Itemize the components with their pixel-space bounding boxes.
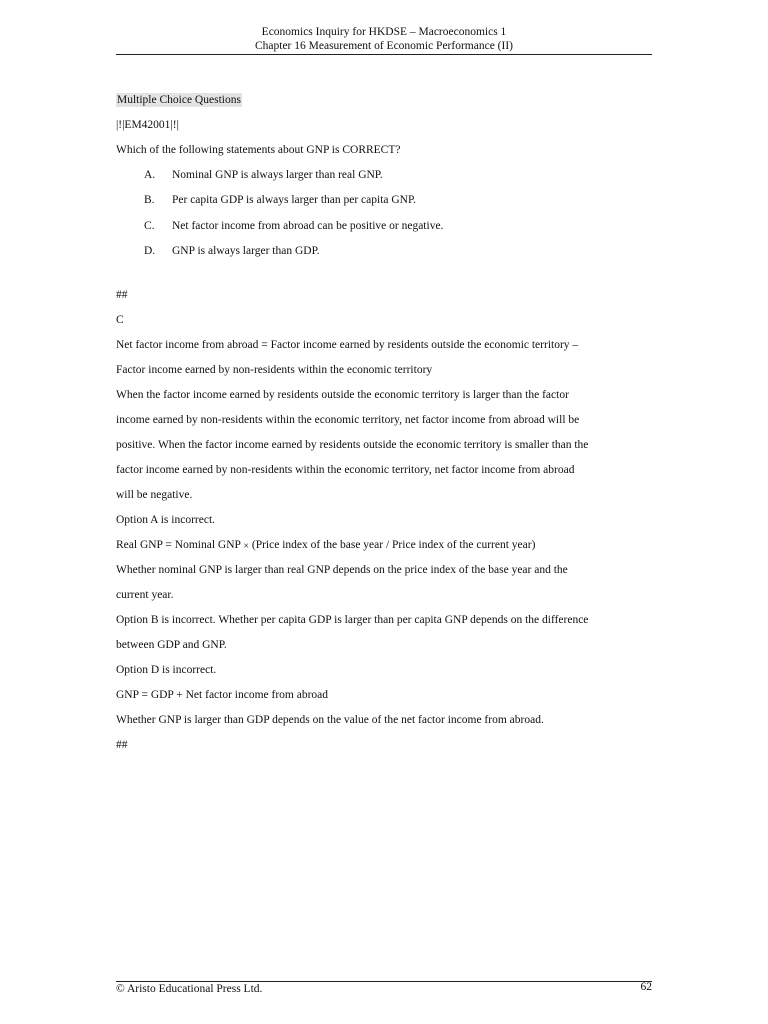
answer-key: C	[116, 314, 124, 327]
question-text: Which of the following statements about GNP is CORRECT?	[116, 144, 401, 156]
section-title	[116, 88, 652, 113]
formula-right: (Price index of the base year / Price index of the current year)	[251, 539, 536, 552]
option-c	[116, 214, 652, 239]
options-list	[116, 163, 652, 264]
option-letter: D.	[144, 244, 156, 257]
option-letter: C.	[144, 219, 155, 232]
page-content	[116, 88, 652, 758]
page-header	[116, 25, 652, 53]
footer-divider	[116, 981, 652, 982]
header-book-title: Economics Inquiry for HKDSE – Macroeconomics 1	[261, 26, 507, 38]
explanation-line: Whether GNP is larger than GDP depends on the value of the net factor income from abroad.	[116, 714, 544, 727]
footer-publisher: © Aristo Educational Press Ltd.	[116, 983, 263, 995]
explanation-line: Option A is incorrect.	[116, 514, 216, 527]
question-id: |!|EM42001|!|	[116, 119, 179, 131]
option-letter: A.	[144, 169, 156, 181]
explanation-line: Factor income earned by non-residents within the economic territory	[116, 364, 433, 377]
explanation-line: factor income earned by non-residents within the economic territory, net factor income from abroad	[116, 464, 575, 477]
explanation-line: Option D is incorrect.	[116, 664, 217, 677]
answer-separator-end: ##	[116, 739, 128, 752]
explanation-line: Option B is incorrect. Whether per capita GDP is larger than per capita GNP depends on the difference	[116, 614, 589, 627]
option-text: Nominal GNP is always larger than real GNP.	[172, 169, 383, 181]
explanation-line: will be negative.	[116, 489, 193, 502]
header-divider	[116, 54, 652, 55]
option-text: Per capita GDP is always larger than per capita GNP.	[172, 194, 416, 207]
page-number: 62	[640, 981, 652, 993]
formula-left: Real GNP = Nominal GNP	[116, 539, 241, 552]
spacer	[116, 264, 652, 283]
header-chapter-title: Chapter 16 Measurement of Economic Performance (II)	[254, 40, 513, 52]
option-letter: B.	[144, 194, 155, 207]
option-text: Net factor income from abroad can be positive or negative.	[172, 219, 444, 232]
explanation-line: Net factor income from abroad = Factor income earned by residents outside the economic territory –	[116, 339, 579, 352]
multiply-sign: ×	[243, 541, 249, 553]
explanation-line: GNP = GDP + Net factor income from abroad	[116, 689, 329, 702]
answer-separator-start: ##	[116, 289, 128, 302]
option-a	[116, 163, 652, 188]
option-b	[116, 188, 652, 213]
option-text: GNP is always larger than GDP.	[172, 244, 320, 257]
explanation-line: Whether nominal GNP is larger than real GNP depends on the price index of the base year and the	[116, 564, 568, 577]
explanation-line: income earned by non-residents within the economic territory, net factor income from abroad will be	[116, 414, 580, 427]
explanation-line: current year.	[116, 589, 174, 602]
explanation-line: positive. When the factor income earned by residents outside the economic territory is smaller than the	[116, 439, 589, 452]
section-title-text: Multiple Choice Questions	[117, 94, 241, 106]
explanation-line: between GDP and GNP.	[116, 639, 227, 652]
real-gnp-formula	[116, 533, 652, 558]
option-d	[116, 239, 652, 264]
explanation-line: When the factor income earned by residents outside the economic territory is larger than the factor	[116, 389, 569, 402]
